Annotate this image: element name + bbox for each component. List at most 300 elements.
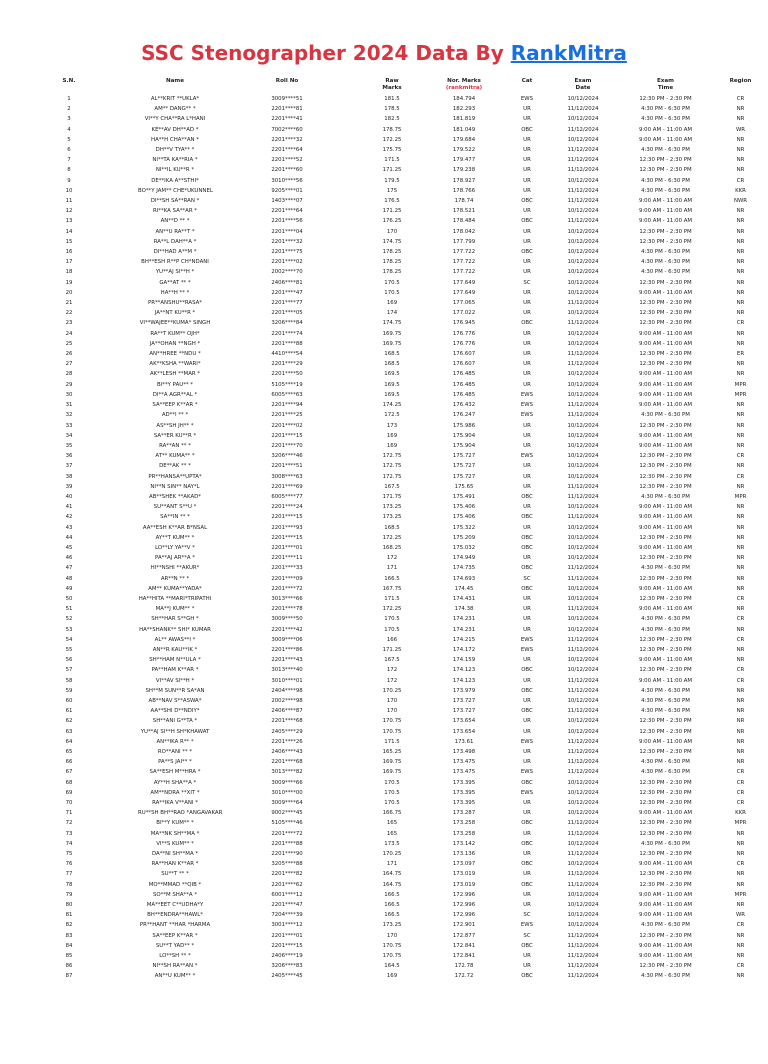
sn-cell: 15 <box>65 238 73 245</box>
sn-cell: 83 <box>65 932 73 939</box>
time-cell: 9:00 AM - 11:00 AM <box>638 198 693 205</box>
date-cell: 11/12/2024 <box>567 126 599 133</box>
nor-cell: 172.996 <box>452 891 476 898</box>
table-row <box>0 308 768 318</box>
raw-cell: 170.5 <box>384 289 400 296</box>
table-row <box>0 859 768 869</box>
region-cell: NR <box>736 412 745 419</box>
time-cell: 9:00 AM - 11:00 AM <box>638 289 693 296</box>
name-cell: LO**LY YA**V * <box>155 544 195 551</box>
date-cell: 10/12/2024 <box>567 208 599 215</box>
raw-cell: 169 <box>386 432 398 439</box>
raw-cell: 172 <box>386 667 398 674</box>
sn-cell: 39 <box>65 483 73 490</box>
table-row <box>0 482 768 492</box>
cat-cell: EWS <box>520 453 534 460</box>
roll-cell: 3009****50 <box>271 616 303 623</box>
date-cell: 11/12/2024 <box>567 646 599 653</box>
time-cell: 9:00 AM - 11:00 AM <box>638 136 693 143</box>
nor-cell: 177.022 <box>452 310 476 317</box>
raw-cell: 169.5 <box>384 371 400 378</box>
table-row <box>0 94 768 104</box>
sn-cell: 13 <box>65 218 73 225</box>
date-cell: 10/12/2024 <box>567 177 599 184</box>
date-cell: 10/12/2024 <box>567 259 599 266</box>
date-cell: 10/12/2024 <box>567 96 599 102</box>
roll-cell: 2405****45 <box>271 973 303 980</box>
date-cell: 11/12/2024 <box>567 483 599 490</box>
cat-cell: OBC <box>521 565 533 572</box>
raw-cell: 171.25 <box>382 167 402 174</box>
date-cell: 11/12/2024 <box>567 881 599 888</box>
nor-cell: 173.258 <box>452 820 476 827</box>
roll-cell: 2201****32 <box>271 136 303 143</box>
roll-cell: 2201****02 <box>271 259 303 266</box>
table-row <box>0 961 768 971</box>
region-cell: NR <box>736 402 745 409</box>
raw-cell: 169 <box>386 300 398 307</box>
table-row <box>0 349 768 359</box>
raw-cell: 168.5 <box>384 351 400 358</box>
cat-cell: UR <box>523 891 531 898</box>
cat-cell: UR <box>523 147 531 154</box>
raw-cell: 164.75 <box>382 881 402 888</box>
raw-cell: 166.5 <box>384 912 400 919</box>
time-cell: 12:30 PM - 2:30 PM <box>639 932 692 939</box>
cat-cell: UR <box>523 228 531 235</box>
sn-cell: 57 <box>65 667 73 674</box>
table-row <box>0 614 768 624</box>
raw-cell: 170 <box>386 697 398 704</box>
date-cell: 11/12/2024 <box>567 147 599 154</box>
region-cell: NR <box>736 147 745 154</box>
roll-cell: 2201****15 <box>271 432 303 439</box>
time-cell: 12:30 PM - 2:30 PM <box>639 789 692 796</box>
time-cell: 9:00 AM - 11:00 AM <box>638 902 693 909</box>
roll-cell: 2201****09 <box>271 575 303 582</box>
region-cell: NR <box>736 289 745 296</box>
table-row <box>0 533 768 543</box>
nor-cell: 172.72 <box>454 973 474 980</box>
roll-cell: 2201****47 <box>271 289 303 296</box>
raw-cell: 170.25 <box>382 687 402 694</box>
time-cell: 4:30 PM - 6:30 PM <box>641 759 690 766</box>
cat-cell: EWS <box>520 769 534 776</box>
time-cell: 12:30 PM - 2:30 PM <box>639 636 692 643</box>
roll-cell: 2201****05 <box>271 310 303 317</box>
sn-cell: 20 <box>65 289 73 296</box>
raw-cell: 174 <box>386 310 398 317</box>
date-cell: 10/12/2024 <box>567 432 599 439</box>
nor-cell: 172.841 <box>452 942 476 949</box>
cat-cell: UR <box>523 106 531 113</box>
cat-cell: UR <box>523 463 531 470</box>
name-cell: MA**J KUM** * <box>155 606 195 613</box>
table-row <box>0 145 768 155</box>
nor-cell: 176.247 <box>452 412 476 419</box>
name-cell: BH**ESH R**P CH*NDANI <box>141 259 209 266</box>
table-row <box>0 706 768 716</box>
nor-cell: 174.159 <box>452 657 476 664</box>
region-cell: NR <box>736 330 745 337</box>
region-cell: KKR <box>735 187 746 194</box>
region-cell: NR <box>736 728 745 735</box>
name-cell: DI**HAD A**M * <box>153 249 197 256</box>
table-row <box>0 461 768 471</box>
time-cell: 9:00 AM - 11:00 AM <box>638 942 693 949</box>
sn-cell: 71 <box>65 810 73 817</box>
time-cell: 12:30 PM - 2:30 PM <box>639 963 692 970</box>
sn-cell: 28 <box>65 371 73 378</box>
name-cell: HA**H ** * <box>160 289 190 296</box>
table-row <box>0 655 768 665</box>
raw-cell: 170.5 <box>384 789 400 796</box>
name-cell: PA**S JAI** * <box>158 759 192 766</box>
date-cell: 10/12/2024 <box>567 534 599 541</box>
sn-cell: 40 <box>65 493 73 500</box>
roll-cell: 2201****29 <box>271 361 303 368</box>
nor-cell: 174.231 <box>452 616 476 623</box>
date-cell: 10/12/2024 <box>567 310 599 317</box>
date-cell: 10/12/2024 <box>567 544 599 551</box>
raw-cell: 166.75 <box>382 810 402 817</box>
time-cell: 9:00 AM - 11:00 AM <box>638 861 693 868</box>
date-cell: 10/12/2024 <box>567 718 599 725</box>
time-cell: 9:00 AM - 11:00 AM <box>638 330 693 337</box>
table-row <box>0 869 768 879</box>
name-cell: HA**HITA **MARI*TRIPATHI <box>138 595 212 602</box>
col-nor <box>422 78 506 94</box>
date-cell: 11/12/2024 <box>567 106 599 113</box>
nor-cell: 178.521 <box>452 208 476 215</box>
table-row <box>0 686 768 696</box>
region-cell: NR <box>736 575 745 582</box>
time-cell: 12:30 PM - 2:30 PM <box>639 483 692 490</box>
nor-cell: 173.395 <box>452 779 476 786</box>
date-cell: 11/12/2024 <box>567 300 599 307</box>
cat-cell: UR <box>523 351 531 358</box>
sn-cell: 55 <box>65 646 73 653</box>
cat-cell: UR <box>523 167 531 174</box>
roll-cell: 1403****07 <box>271 198 303 205</box>
name-cell: SA**ER KU**R * <box>153 432 197 439</box>
name-cell: NI**N SIN** NAY*L <box>150 483 200 490</box>
region-cell: NR <box>736 249 745 256</box>
table-row <box>0 155 768 165</box>
roll-cell: 3010****01 <box>271 677 303 684</box>
region-cell: NR <box>736 167 745 174</box>
date-cell: 11/12/2024 <box>567 963 599 970</box>
nor-cell: 176.485 <box>452 381 476 388</box>
roll-cell: 3013****66 <box>271 595 303 602</box>
nor-cell: 173.142 <box>452 840 476 847</box>
date-cell: 11/12/2024 <box>567 218 599 225</box>
name-cell: SH**M SUN**R SA*AN <box>145 687 205 694</box>
sn-cell: 42 <box>65 514 73 521</box>
table-row <box>0 216 768 226</box>
roll-cell: 3206****83 <box>271 963 303 970</box>
time-cell: 12:30 PM - 2:30 PM <box>639 555 692 562</box>
region-cell: CR <box>736 473 745 480</box>
table-row <box>0 237 768 247</box>
name-cell: AK**LESH **MAR * <box>149 371 201 378</box>
nor-cell: 173.097 <box>452 861 476 868</box>
roll-cell: 2201****81 <box>271 106 303 113</box>
region-cell: NR <box>736 749 745 755</box>
region-cell: NR <box>736 544 745 551</box>
date-cell: 11/12/2024 <box>567 687 599 694</box>
cat-cell: OBC <box>521 493 533 500</box>
nor-cell: 176.945 <box>452 320 476 327</box>
date-cell: 11/12/2024 <box>567 973 599 980</box>
sn-cell: 84 <box>65 942 73 949</box>
sn-cell: 38 <box>65 473 73 480</box>
col-raw <box>362 78 422 94</box>
col-raw-line1: Raw <box>385 78 399 84</box>
sn-cell: 29 <box>65 381 73 388</box>
raw-cell: 169.5 <box>384 391 400 398</box>
region-cell: NR <box>736 851 745 858</box>
region-cell: MPR <box>734 391 747 398</box>
sn-cell: 67 <box>65 769 73 776</box>
nor-cell: 176.485 <box>452 371 476 378</box>
cat-cell: UR <box>523 953 531 960</box>
sn-cell: 24 <box>65 330 73 337</box>
name-cell: AN**U KUM** * <box>154 973 196 980</box>
roll-cell: 2201****02 <box>271 422 303 429</box>
nor-cell: 179.477 <box>452 157 476 164</box>
region-cell: NR <box>736 738 745 745</box>
sn-cell: 4 <box>67 126 71 133</box>
roll-cell: 2201****26 <box>271 738 303 745</box>
roll-cell: 2201****33 <box>271 565 303 572</box>
roll-cell: 2201****82 <box>271 871 303 878</box>
region-cell: CR <box>736 636 745 643</box>
roll-cell: 2201****32 <box>271 238 303 245</box>
time-cell: 12:30 PM - 2:30 PM <box>639 228 692 235</box>
nor-cell: 175.727 <box>452 453 476 460</box>
roll-cell: 2201****90 <box>271 851 303 858</box>
roll-cell: 2201****94 <box>271 402 303 409</box>
raw-cell: 169 <box>386 973 398 980</box>
time-cell: 9:00 AM - 11:00 AM <box>638 810 693 817</box>
time-cell: 4:30 PM - 6:30 PM <box>641 116 690 123</box>
region-cell: WR <box>735 126 746 133</box>
region-cell: NR <box>736 759 745 766</box>
name-cell: RA**AN ** * <box>159 442 191 449</box>
name-cell: AL**KRIT **UKLA* <box>150 96 200 102</box>
table-row <box>0 523 768 533</box>
sn-cell: 68 <box>65 779 73 786</box>
table-row <box>0 104 768 114</box>
sn-cell: 66 <box>65 759 73 766</box>
cat-cell: UR <box>523 626 531 633</box>
cat-cell: UR <box>523 371 531 378</box>
date-cell: 10/12/2024 <box>567 697 599 704</box>
raw-cell: 173.25 <box>382 922 402 929</box>
time-cell: 12:30 PM - 2:30 PM <box>639 881 692 888</box>
name-cell: PR**HANSA**UPTA* <box>148 473 202 480</box>
nor-cell: 174.45 <box>454 585 474 592</box>
region-cell: NR <box>736 238 745 245</box>
cat-cell: OBC <box>521 820 533 827</box>
cat-cell: OBC <box>521 198 533 205</box>
region-cell: ER <box>736 351 745 358</box>
date-cell: 10/12/2024 <box>567 422 599 429</box>
roll-cell: 2201****88 <box>271 840 303 847</box>
nor-cell: 175.904 <box>452 432 476 439</box>
name-cell: AT** KUMA** * <box>155 453 195 460</box>
region-cell: NR <box>736 657 745 664</box>
table-row <box>0 788 768 798</box>
time-cell: 9:00 AM - 11:00 AM <box>638 912 693 919</box>
table-row <box>0 829 768 839</box>
date-cell: 10/12/2024 <box>567 616 599 623</box>
region-cell: NR <box>736 208 745 215</box>
region-cell: NR <box>736 697 745 704</box>
cat-cell: UR <box>523 300 531 307</box>
col-sn: S.N. <box>62 78 76 84</box>
region-cell: NR <box>736 483 745 490</box>
title-text: SSC Stenographer 2024 Data By <box>141 41 511 65</box>
roll-cell: 9002****45 <box>271 810 303 817</box>
nor-cell: 184.794 <box>452 96 476 102</box>
region-cell: NR <box>736 504 745 511</box>
time-cell: 9:00 AM - 11:00 AM <box>638 738 693 745</box>
time-cell: 12:30 PM - 2:30 PM <box>639 238 692 245</box>
name-cell: MA**NK SH**MA * <box>150 830 200 837</box>
cat-cell: UR <box>523 810 531 817</box>
raw-cell: 172.75 <box>382 473 402 480</box>
nor-cell: 173.287 <box>452 810 476 817</box>
name-cell: HA**H CHA**AN * <box>151 136 199 143</box>
name-cell: RA**HAN K**AR * <box>151 861 199 868</box>
raw-cell: 175 <box>386 187 398 194</box>
roll-cell: 2201****43 <box>271 657 303 664</box>
region-cell: NR <box>736 565 745 572</box>
raw-cell: 169.5 <box>384 381 400 388</box>
cat-cell: UR <box>523 963 531 970</box>
table-row <box>0 512 768 522</box>
region-cell: KKR <box>735 810 746 817</box>
time-cell: 4:30 PM - 6:30 PM <box>641 973 690 980</box>
col-nor-line2: (rankmitra) <box>445 84 483 91</box>
nor-cell: 178.042 <box>452 228 476 235</box>
name-cell: BH**ENDRA**HAWL* <box>147 912 203 919</box>
col-exam-line2: Date <box>575 84 591 91</box>
roll-cell: 2201****42 <box>271 626 303 633</box>
col-exam-date <box>548 78 618 94</box>
date-cell: 11/12/2024 <box>567 942 599 949</box>
region-cell: CR <box>736 800 745 807</box>
region-cell: WR <box>735 912 746 919</box>
sn-cell: 27 <box>65 361 73 368</box>
date-cell: 10/12/2024 <box>567 228 599 235</box>
name-cell: PA**HAM K**AR * <box>151 667 199 674</box>
table-row <box>0 267 768 277</box>
nor-cell: 172.901 <box>452 922 476 929</box>
table-row <box>0 543 768 553</box>
cat-cell: UR <box>523 177 531 184</box>
region-cell: NR <box>736 106 745 113</box>
sn-cell: 22 <box>65 310 73 317</box>
name-cell: AA**SHI D**NDIY* <box>150 708 200 715</box>
nor-cell: 182.293 <box>452 106 476 113</box>
region-cell: CR <box>736 96 745 102</box>
region-cell: NR <box>736 371 745 378</box>
roll-cell: 2201****70 <box>271 442 303 449</box>
nor-cell: 173.258 <box>452 830 476 837</box>
date-cell: 10/12/2024 <box>567 810 599 817</box>
sn-cell: 69 <box>65 789 73 796</box>
nor-cell: 177.799 <box>452 238 476 245</box>
table-row <box>0 727 768 737</box>
raw-cell: 170.5 <box>384 779 400 786</box>
date-cell: 10/12/2024 <box>567 902 599 909</box>
table-row <box>0 421 768 431</box>
cat-cell: UR <box>523 595 531 602</box>
date-cell: 11/12/2024 <box>567 932 599 939</box>
date-cell: 10/12/2024 <box>567 912 599 919</box>
region-cell: NR <box>736 259 745 266</box>
table-row <box>0 492 768 502</box>
name-cell: SU**ANT S**U * <box>153 504 197 511</box>
date-cell: 11/12/2024 <box>567 575 599 582</box>
table-row <box>0 818 768 828</box>
nor-cell: 179.238 <box>452 167 476 174</box>
table-row <box>0 767 768 777</box>
raw-cell: 170.75 <box>382 718 402 725</box>
table-row <box>0 318 768 328</box>
table-row <box>0 808 768 818</box>
sn-cell: 8 <box>67 167 71 174</box>
region-cell: CR <box>736 861 745 868</box>
date-cell: 10/12/2024 <box>567 555 599 562</box>
name-cell: AK**KSHA **WARI* <box>149 361 201 368</box>
cat-cell: OBC <box>521 861 533 868</box>
cat-cell: OBC <box>521 544 533 551</box>
time-cell: 4:30 PM - 6:30 PM <box>641 565 690 572</box>
time-cell: 9:00 AM - 11:00 AM <box>638 381 693 388</box>
region-cell: NR <box>736 300 745 307</box>
name-cell: DI**SH SA**RAN * <box>150 198 200 205</box>
raw-cell: 164.5 <box>384 963 400 970</box>
raw-cell: 172.25 <box>382 534 402 541</box>
name-cell: BO**Y JAM** CHE*UKUNNEL <box>138 187 213 194</box>
brand-link[interactable]: RankMitra <box>510 41 627 65</box>
raw-cell: 178.75 <box>382 126 402 133</box>
cat-cell: UR <box>523 749 531 755</box>
time-cell: 9:00 AM - 11:00 AM <box>638 606 693 613</box>
time-cell: 12:30 PM - 2:30 PM <box>639 463 692 470</box>
region-cell: NR <box>736 218 745 225</box>
date-cell: 10/12/2024 <box>567 779 599 786</box>
raw-cell: 165 <box>386 830 398 837</box>
name-cell: VI**S KUM** * <box>156 840 194 847</box>
name-cell: DH**V TYA** * <box>155 147 195 154</box>
cat-cell: UR <box>523 473 531 480</box>
raw-cell: 171.5 <box>384 738 400 745</box>
sn-cell: 81 <box>65 912 73 919</box>
nor-cell: 181.049 <box>452 126 476 133</box>
name-cell: SA**ESH M**HRA * <box>149 769 201 776</box>
sn-cell: 10 <box>65 187 73 194</box>
cat-cell: UR <box>523 432 531 439</box>
region-cell: MPR <box>734 820 747 827</box>
nor-cell: 175.406 <box>452 504 476 511</box>
table-row <box>0 880 768 890</box>
sn-cell: 36 <box>65 453 73 460</box>
